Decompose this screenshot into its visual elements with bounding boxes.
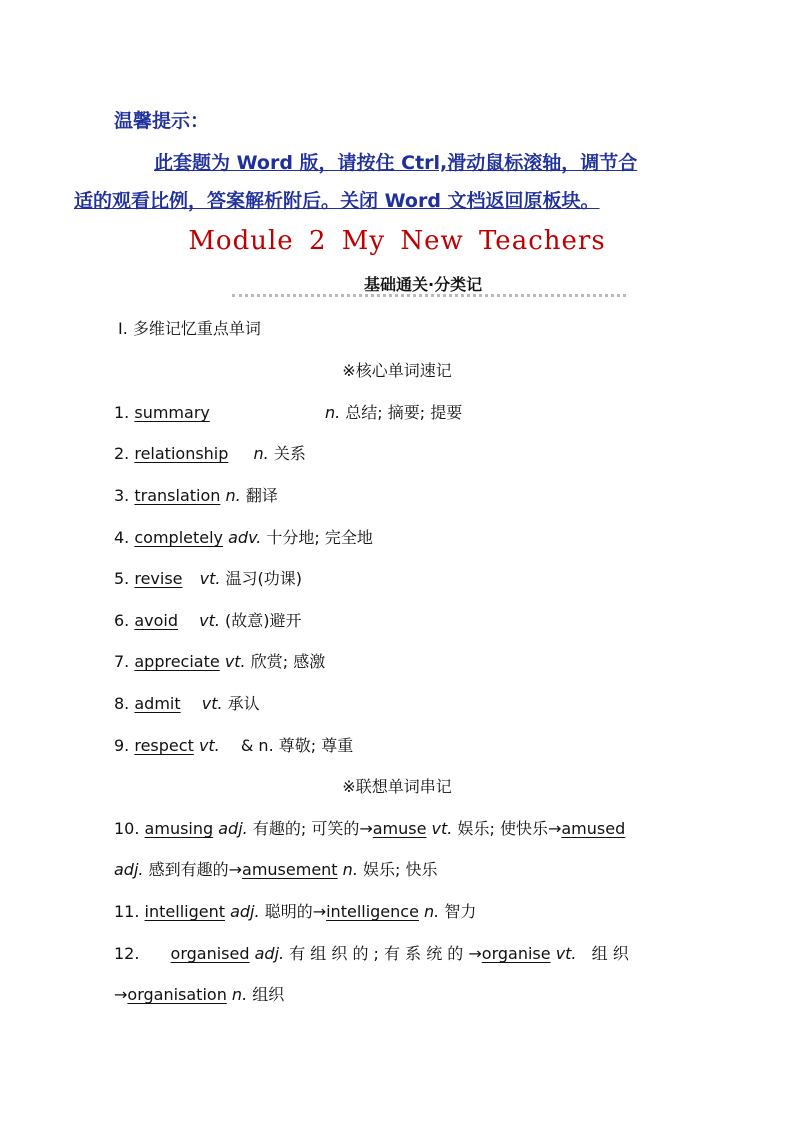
vocab-entry-12-cont — [114, 982, 284, 1005]
vocab-entry-5 — [114, 566, 302, 589]
part-heading: Ⅰ. 多维记忆重点单词 — [118, 319, 261, 338]
tip-body — [74, 144, 692, 220]
entry-number: 3. — [114, 486, 130, 505]
tip-line-1: 此套题为 Word 版，请按住 Ctrl,滑动鼠标滚轴，调节合 — [154, 152, 638, 174]
entry-meaning: 温习(功课) — [225, 569, 303, 588]
derived-meaning: 感到有趣的→ — [148, 860, 243, 879]
section-header: 基础通关·分类记 — [364, 275, 483, 294]
entry-number: 7. — [114, 652, 130, 671]
entry-meaning: (故意)避开 — [225, 611, 302, 630]
entry-word: amusing — [144, 819, 214, 838]
entry-meaning: 尊敬; 尊重 — [278, 736, 354, 755]
entry-word: summary — [134, 403, 210, 422]
entry-pos: vt. — [224, 652, 246, 671]
derived-word: organisation — [127, 985, 227, 1004]
entry-meaning: 总结; 摘要; 提要 — [345, 403, 463, 422]
entry-pos: n. — [225, 486, 241, 505]
entry-pos: adj. — [218, 819, 248, 838]
derived-pos: vt. — [431, 819, 453, 838]
entry-pos: adj. — [254, 944, 285, 963]
entry-word: intelligent — [144, 902, 225, 921]
entry-number: 9. — [114, 736, 130, 755]
derived-word: amusement — [242, 860, 338, 879]
vocab-entry-9 — [114, 733, 353, 756]
entry-number: 5. — [114, 569, 130, 588]
entry-word: relationship — [134, 444, 229, 463]
entry-number: 4. — [114, 528, 130, 547]
derived-pos: vt. — [555, 944, 577, 963]
entry-word: completely — [134, 528, 224, 547]
derived-pos: n. — [231, 985, 248, 1004]
vocab-entry-1 — [114, 400, 462, 423]
entry-word: respect — [134, 736, 194, 755]
entry-pos: vt. — [198, 736, 220, 755]
entry-pos: n. — [253, 444, 269, 463]
vocab-entry-8 — [114, 691, 260, 714]
entry-number: 11. — [114, 902, 140, 921]
vocab-entry-6 — [114, 608, 302, 631]
entry-number: 2. — [114, 444, 130, 463]
entry-pos: vt. — [201, 694, 223, 713]
derived-meaning: 娱乐; 快乐 — [363, 860, 438, 879]
derived-pos: n. — [424, 902, 440, 921]
entry-pos-2: & n. — [240, 736, 274, 755]
derived-pos: n. — [342, 860, 358, 879]
entry-word: translation — [134, 486, 221, 505]
vocab-entry-4 — [114, 525, 373, 548]
entry-meaning: 承认 — [227, 694, 260, 713]
tip-title: 温馨提示： — [114, 110, 210, 132]
entry-meaning: 翻译 — [245, 486, 278, 505]
entry-number: 12. — [114, 944, 140, 963]
vocab-entry-10 — [114, 816, 625, 839]
entry-meaning: 有趣的; 可笑的→ — [252, 819, 373, 838]
entry-word: appreciate — [134, 652, 220, 671]
entry-number: 10. — [114, 819, 140, 838]
derived-meaning: 智力 — [444, 902, 477, 921]
entry-word: avoid — [134, 611, 179, 630]
entry-word: revise — [134, 569, 183, 588]
entry-number: 1. — [114, 403, 130, 422]
arrow-glyph: → — [114, 985, 128, 1004]
derived-meaning: 组 织 — [591, 944, 629, 963]
entry-number: 6. — [114, 611, 130, 630]
entry-word: admit — [134, 694, 181, 713]
entry-meaning: 有 组 织 的 ; 有 系 统 的 → — [289, 944, 482, 963]
entry-meaning: 聪明的→ — [264, 902, 327, 921]
module-title: Module 2 My New Teachers — [188, 226, 606, 256]
entry-meaning: 欣赏; 感激 — [250, 652, 326, 671]
derived-word: amused — [561, 819, 626, 838]
derived-meaning: 娱乐; 使快乐→ — [457, 819, 562, 838]
entry-pos: adj. — [230, 902, 260, 921]
assoc-words-heading: ※联想单词串记 — [342, 777, 452, 796]
vocab-entry-12 — [114, 941, 629, 964]
derived-word: intelligence — [326, 902, 419, 921]
derived-meaning: 组织 — [252, 985, 285, 1004]
entry-pos: n. — [324, 403, 341, 422]
entry-word: organised — [170, 944, 250, 963]
vocab-entry-3 — [114, 483, 278, 506]
derived-word: organise — [481, 944, 551, 963]
entry-number: 8. — [114, 694, 130, 713]
entry-meaning: 关系 — [273, 444, 306, 463]
entry-pos: vt. — [199, 569, 221, 588]
vocab-entry-10-cont — [114, 857, 437, 880]
vocab-entry-11 — [114, 899, 476, 922]
vocab-entry-2 — [114, 441, 306, 464]
core-words-heading: ※核心单词速记 — [342, 361, 452, 380]
entry-meaning: 十分地; 完全地 — [266, 528, 373, 547]
entry-pos: vt. — [199, 611, 220, 630]
tip-line-2: 适的观看比例，答案解析附后。关闭 Word 文档返回原板块。 — [74, 190, 600, 212]
derived-word: amuse — [372, 819, 427, 838]
dotted-divider — [232, 294, 626, 297]
entry-pos: adv. — [228, 528, 262, 547]
vocab-entry-7 — [114, 649, 325, 672]
derived-pos: adj. — [114, 860, 144, 879]
